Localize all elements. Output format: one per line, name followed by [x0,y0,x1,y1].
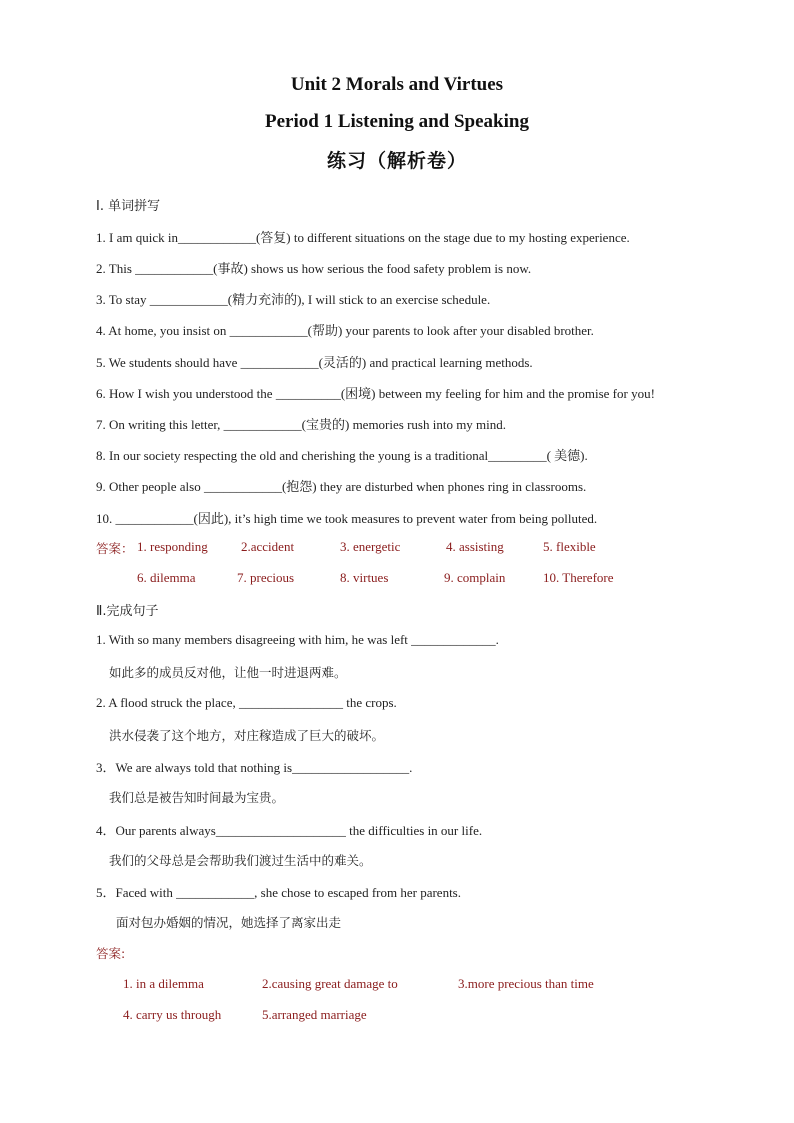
s2-answer: 3.more precious than time [458,976,594,991]
s2-answer: 4. carry us through [123,1007,222,1022]
s1-item-6: 6. How I wish you understood the __________(困境) between my feeling for him and the promise for you! [96,386,655,401]
title-period: Period 1 Listening and Speaking [265,111,529,132]
s1-answer: 2.accident [241,539,295,554]
s2-answer: 2.causing great damage to [262,976,398,991]
s1-answer: 5. flexible [543,539,596,554]
s1-answer: 6. dilemma [137,570,196,585]
s1-item-7: 7. On writing this letter, ____________(宝贵的) memories rush into my mind. [96,417,507,432]
s2-answer-label: 答案: [96,946,126,961]
s1-item-1: 1. I am quick in____________(答复) to different situations on the stage due to my hosting experience. [96,230,630,245]
title-exercise: 练习（解析卷） [326,150,467,172]
s2-item-2-en: 2. A flood struck the place, ________________ the crops. [96,695,397,710]
s1-item-3: 3. To stay ____________(精力充沛的), I will stick to an exercise schedule. [96,292,491,307]
s1-item-5: 5. We students should have ____________(灵活的) and practical learning methods. [96,355,533,370]
s1-answer-label: 答案： [96,541,134,556]
s2-item-3-cn: 我们总是被告知时间最为宝贵。 [109,790,285,805]
s2-item-1-en: 1. With so many members disagreeing with him, he was left _____________. [96,632,499,647]
s2-item-2-cn: 洪水侵袭了这个地方，对庄稼造成了巨大的破坏。 [109,728,385,743]
s2-item-1-cn: 如此多的成员反对他，让他一时进退两难。 [109,665,347,680]
s1-answer: 8. virtues [340,570,389,585]
s1-answer: 9. complain [444,570,506,585]
s2-item-5-cn: 面对包办婚姻的情况，她选择了离家出走 [116,915,342,930]
s1-item-10: 10. ____________(因此), it’s high time we took measures to prevent water from being polluted. [96,511,598,526]
s2-answer: 5.arranged marriage [262,1007,367,1022]
s1-item-9: 9. Other people also ____________(抱怨) they are disturbed when phones ring in classrooms. [96,479,587,494]
section2-heading: Ⅱ.完成句子 [96,604,159,619]
s1-answer: 10. Therefore [543,570,614,585]
s1-item-2: 2. This ____________(事故) shows us how serious the food safety problem is now. [96,261,532,276]
s2-item-5-en: 5．Faced with ____________, she chose to escaped from her parents. [96,885,461,900]
s2-answer: 1. in a dilemma [123,976,204,991]
s2-item-4-cn: 我们的父母总是会帮助我们渡过生活中的难关。 [109,853,372,868]
s1-answer: 4. assisting [446,539,504,554]
s1-answer: 7. precious [237,570,295,585]
section1-heading: I. 单词拼写 [96,199,161,214]
title-unit: Unit 2 Morals and Virtues [290,74,504,95]
s1-item-8: 8. In our society respecting the old and cherishing the young is a traditional_________( 美德). [96,448,588,463]
s1-answer: 3. energetic [340,539,401,554]
s2-item-3-en: 3．We are always told that nothing is__________________. [96,760,413,775]
s1-item-4: 4. At home, you insist on ____________(帮助) your parents to look after your disabled brother. [96,323,594,338]
s2-item-4-en: 4．Our parents always____________________ the difficulties in our life. [96,823,483,838]
s1-answer: 1. responding [137,539,208,554]
